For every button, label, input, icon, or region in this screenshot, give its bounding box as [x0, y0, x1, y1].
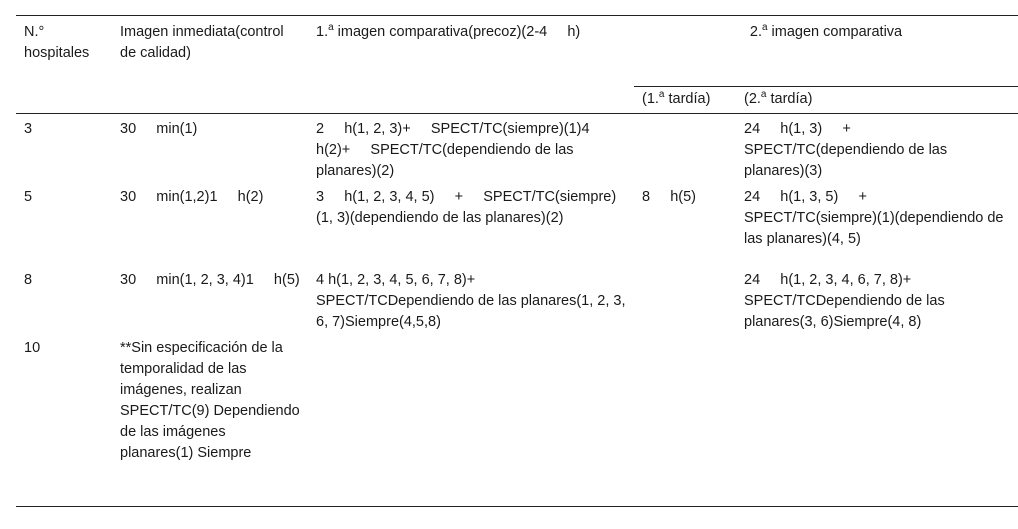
cell-first-late: 8 h(5) — [642, 189, 696, 205]
header-row-main — [16, 16, 1018, 87]
cell-second-late: 24 h(1, 3, 5) + SPECT/TC(siempre)(1)(dependiendo de las planares)(4, 5) — [744, 189, 1004, 247]
header-second-comparative — [634, 16, 1018, 87]
cell-immediate: **Sin especificación de la temporalidad de las imágenes, realizan SPECT/TC(9) Dependiendo de las imágenes planares(1) Siempre — [112, 333, 308, 507]
table-row — [16, 182, 1018, 265]
table-row — [16, 265, 1018, 333]
header-late2-prefix: (2. — [744, 91, 761, 107]
hospital-imaging-table — [16, 15, 1018, 507]
cell-first-comparative: 2 h(1, 2, 3)+ SPECT/TC(siempre)(1)4 h(2)+ SPECT/TC(dependiendo de las planares)(2) — [316, 121, 606, 179]
header-second-prefix: 2. — [749, 24, 762, 40]
cell-second-late: 24 h(1, 3) + SPECT/TC(dependiendo de las planares)(3) — [744, 121, 948, 179]
header-first-late — [634, 87, 736, 114]
cell-hospitals: 3 — [24, 121, 33, 137]
table-header — [16, 16, 1018, 114]
cell-second-late: 24 h(1, 2, 3, 4, 6, 7, 8)+ SPECT/TCDependiendo de las planares(3, 6)Siempre(4, 8) — [744, 272, 945, 330]
cell-first-comparative: 4 h(1, 2, 3, 4, 5, 6, 7, 8)+ SPECT/TCDependiendo de las planares(1, 2, 3, 6, 7)Siempre(4,5,8) — [316, 272, 626, 330]
header-first-comparative — [308, 16, 634, 114]
table-row — [16, 333, 1018, 507]
cell-second-late — [736, 333, 1018, 507]
cell-immediate: 30 min(1) — [120, 121, 198, 137]
header-second-late — [736, 87, 1018, 114]
cell-first-late — [634, 114, 736, 183]
cell-first-comparative: 3 h(1, 2, 3, 4, 5) + SPECT/TC(siempre)(1, 3)(dependiendo de las planares)(2) — [316, 189, 617, 226]
header-hospitals: N.° hospitales — [16, 16, 112, 114]
header-second-suffix: imagen comparativa — [767, 24, 903, 40]
header-second-sup: a — [761, 22, 768, 34]
cell-immediate: 30 min(1, 2, 3, 4)1 h(5) — [120, 272, 300, 288]
header-late1-prefix: (1. — [642, 91, 659, 107]
header-first-prefix: 1. — [316, 24, 329, 40]
cell-first-comparative — [308, 333, 634, 507]
cell-immediate: 30 min(1,2)1 h(2) — [120, 189, 264, 205]
table-row — [16, 114, 1018, 183]
header-immediate-image: Imagen inmediata(control de calidad) — [112, 16, 308, 114]
header-first-suffix: imagen comparativa(precoz)(2-4 h) — [333, 24, 581, 40]
cell-first-late — [634, 265, 736, 333]
cell-first-late — [634, 333, 736, 507]
table-body — [16, 114, 1018, 507]
header-late2-sup: a — [760, 89, 767, 101]
cell-hospitals: 8 — [24, 272, 33, 288]
cell-hospitals: 10 — [16, 333, 112, 507]
header-first-sup: a — [328, 22, 334, 34]
cell-hospitals: 5 — [24, 189, 33, 205]
header-late2-suffix: tardía) — [766, 91, 813, 107]
header-late1-sup: a — [658, 89, 665, 101]
header-late1-suffix: tardía) — [664, 91, 711, 107]
